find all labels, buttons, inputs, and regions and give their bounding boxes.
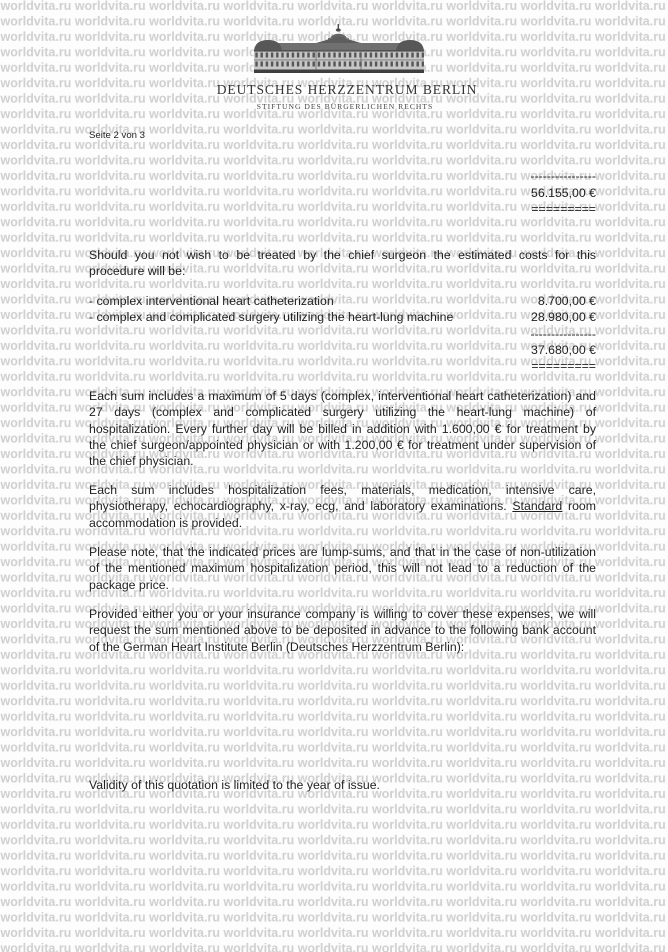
carried-total-amount: 56.155,00 € xyxy=(531,185,596,200)
validity-note: Validity of this quotation is limited to the year of issue. xyxy=(89,778,380,792)
hospital-building-icon xyxy=(254,24,424,74)
paragraph-line: procedure will be: xyxy=(89,264,186,279)
paragraph-line: of the mentioned maximum hospitalization period, this will not lead to a reduction of the xyxy=(89,561,596,576)
total-rule-above: ---------------- xyxy=(530,326,596,341)
lump-sum-paragraph xyxy=(89,544,596,593)
paragraph-line: the chief surgeon/appointed physician or with 1.200,00 € for treatment under supervision of xyxy=(89,437,596,452)
standard-underlined-word: Standard xyxy=(512,499,563,514)
paragraph-line: Please note, that the indicated prices are lump-sums, and that in the case of non-utilization xyxy=(89,545,596,559)
paragraph-line xyxy=(89,498,596,514)
included-services-paragraph xyxy=(89,482,596,531)
cost-item-description: - complex and complicated surgery utilizing the heart-lung machine xyxy=(89,310,454,325)
carried-rule-below: ========= xyxy=(531,202,596,216)
carried-total-block xyxy=(530,168,596,218)
paragraph-line: 27 days (complex and complicated surgery utilizing the heart-lung machine) of xyxy=(89,405,596,420)
cost-item-amount: 8.700,00 € xyxy=(537,294,596,308)
cost-item-row xyxy=(89,293,596,309)
paragraph-line: Should you not wish to be treated by the chief surgeon the estimated costs for this xyxy=(89,248,596,262)
deposit-paragraph xyxy=(89,606,596,655)
main-roof xyxy=(260,43,417,50)
line-segment: room xyxy=(562,499,596,514)
line-segment: physiotherapy, echocardiography, x-ray, ecg, and laboratory examinations. xyxy=(89,499,513,514)
cost-breakdown xyxy=(89,293,596,374)
institution-name: DEUTSCHES HERZZENTRUM BERLIN xyxy=(216,82,478,97)
paragraph-line: hospitalization. Every further day will be billed in addition with 1.600,00 € for treatment by xyxy=(89,421,596,436)
paragraph-line: Each sum includes hospitalization fees, materials, medication, intensive care, xyxy=(89,483,596,497)
paragraph-line: Each sum includes a maximum of 5 days (complex, interventional heart catheterization) and xyxy=(89,389,596,403)
cost-item-row xyxy=(89,309,596,325)
cost-item-description: - complex interventional heart catheterization xyxy=(89,294,334,308)
total-amount: 37.680,00 € xyxy=(531,342,596,357)
paragraph-line: of the German Heart Institute Berlin (Deutsches Herzzentrum Berlin): xyxy=(89,639,465,654)
spire xyxy=(338,24,339,29)
paragraph-line: package price. xyxy=(89,577,169,592)
total-rule-below: ========= xyxy=(531,359,596,373)
ground xyxy=(254,70,424,74)
paragraph-line: request the sum mentioned above to be deposited in advance to the following bank account xyxy=(89,623,596,638)
intro-paragraph xyxy=(89,247,596,280)
cost-item-amount: 28.980,00 € xyxy=(531,310,596,325)
right-pavilion xyxy=(396,40,424,51)
hospitalization-days-paragraph xyxy=(89,388,596,469)
paragraph-line: Provided either you or your insurance company is willing to cover these expenses, we will xyxy=(89,607,596,621)
institution-subtitle: STIFTUNG DES BÜRGERLICHEN RECHTS xyxy=(256,102,434,111)
paragraph-line: accommodation is provided. xyxy=(89,515,243,530)
carried-rule-above: ---------------- xyxy=(530,169,596,183)
paragraph-line: the chief physician. xyxy=(89,454,194,469)
page-indicator: Seite 2 von 3 xyxy=(89,130,146,141)
left-pavilion xyxy=(254,40,282,51)
